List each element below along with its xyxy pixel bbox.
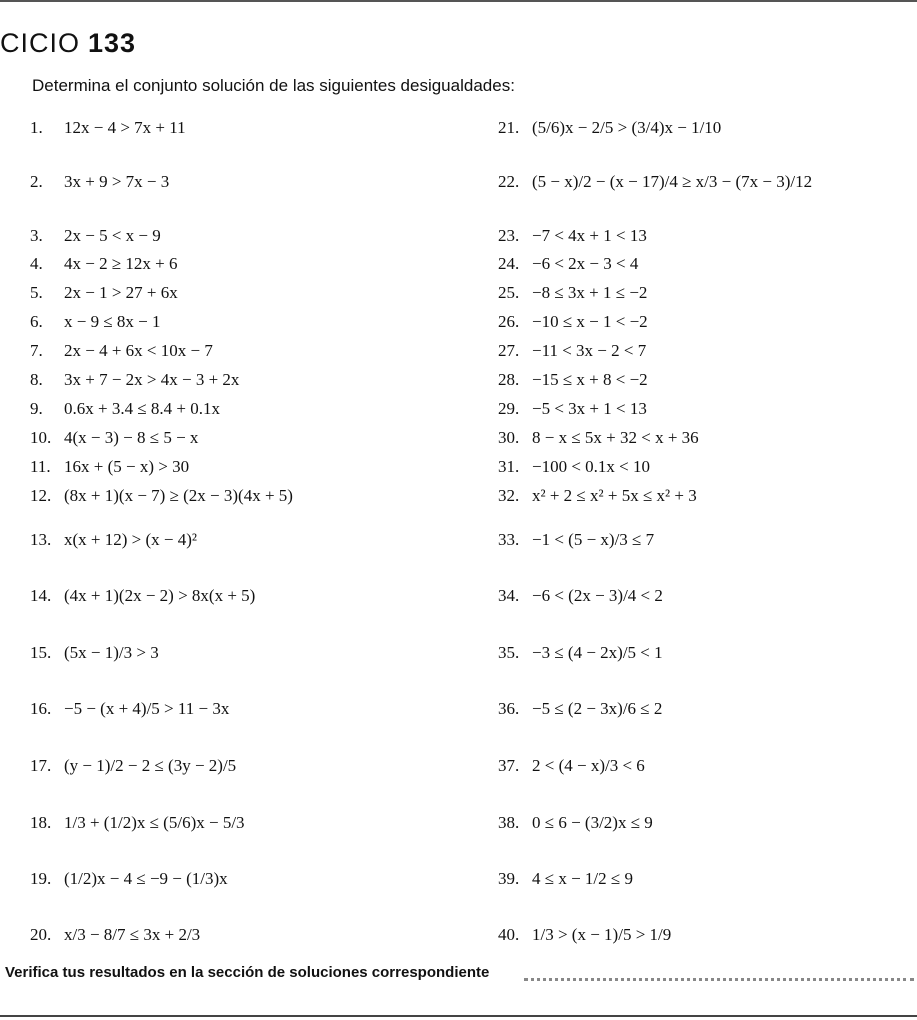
inequality-expression: 1/3 + (1/2)x ≤ (5/6)x − 5/3 [64,813,245,832]
exercise-number-label: 35. [498,643,520,662]
exercise-number-label: 9. [30,399,43,418]
exercise-item [498,399,647,419]
exercise-number-label: 20. [30,925,52,944]
inequality-expression: x² + 2 ≤ x² + 5x ≤ x² + 3 [532,486,697,505]
exercise-number-label: 30. [498,428,520,447]
exercise-number-label: 24. [498,254,520,273]
exercise-number-label: 11. [30,457,51,476]
exercise-number-label: 38. [498,813,520,832]
exercise-item [498,283,647,303]
exercise-item [30,925,200,945]
inequality-expression: 8 − x ≤ 5x + 32 < x + 36 [532,428,699,447]
exercise-number-label: 29. [498,399,520,418]
footer-note: Verifica tus resultados en la sección de soluciones correspondiente [5,964,490,981]
exercise-item [30,370,239,390]
exercise-item [30,399,220,419]
inequality-expression: 16x + (5 − x) > 30 [64,457,190,476]
exercise-number-label: 19. [30,869,52,888]
exercise-number-label: 36. [498,699,520,718]
exercise-item [30,756,236,776]
exercise-item [498,925,671,945]
exercise-item [30,283,178,303]
inequality-expression: 0 ≤ 6 − (3/2)x ≤ 9 [532,813,653,832]
exercise-number-label: 6. [30,312,43,331]
exercise-number-label: 25. [498,283,520,302]
exercise-item [498,172,812,192]
exercise-number-label: 22. [498,172,520,191]
inequality-expression: −15 ≤ x + 8 < −2 [532,370,648,389]
exercise-number-label: 3. [30,226,43,245]
inequality-expression: 0.6x + 3.4 ≤ 8.4 + 0.1x [64,399,221,418]
exercise-number-label: 27. [498,341,520,360]
inequality-expression: −7 < 4x + 1 < 13 [532,226,647,245]
inequality-expression: 4 ≤ x − 1/2 ≤ 9 [532,869,633,888]
exercise-number-label: 28. [498,370,520,389]
exercise-number-label: 10. [30,428,52,447]
exercise-number-label: 1. [30,118,43,137]
exercise-item [498,586,663,606]
exercise-item [498,370,648,390]
inequality-expression: 3x + 7 − 2x > 4x − 3 + 2x [64,370,240,389]
exercise-number-label: 23. [498,226,520,245]
inequality-expression: −8 ≤ 3x + 1 ≤ −2 [532,283,648,302]
exercise-number-label: 32. [498,486,520,505]
exercise-number-label: 18. [30,813,52,832]
exercise-item [498,869,633,889]
exercise-number-label: 31. [498,457,520,476]
exercise-number-label: 12. [30,486,52,505]
exercise-header [0,28,136,59]
exercise-number-label: 14. [30,586,52,605]
exercise-item [30,226,161,246]
inequality-expression: 1/3 > (x − 1)/5 > 1/9 [532,925,672,944]
inequality-expression: x − 9 ≤ 8x − 1 [64,312,161,331]
exercise-item [30,486,293,506]
exercise-item [30,457,189,477]
inequality-expression: 4(x − 3) − 8 ≤ 5 − x [64,428,199,447]
exercise-number-label: 2. [30,172,43,191]
exercise-number-label: 8. [30,370,43,389]
inequality-expression: (8x + 1)(x − 7) ≥ (2x − 3)(4x + 5) [64,486,293,505]
exercise-item [30,813,245,833]
exercise-item [498,226,647,246]
exercise-title: CICIO [0,28,81,58]
inequality-expression: (y − 1)/2 − 2 ≤ (3y − 2)/5 [64,756,237,775]
exercise-item [30,869,228,889]
exercise-number-label: 7. [30,341,43,360]
instructions: Determina el conjunto solución de las siguientes desigualdades: [32,76,515,95]
exercise-number-label: 40. [498,925,520,944]
inequality-expression: −1 < (5 − x)/3 ≤ 7 [532,530,655,549]
exercise-item [30,530,197,550]
inequality-expression: (5 − x)/2 − (x − 17)/4 ≥ x/3 − (7x − 3)/12 [532,172,813,191]
inequality-expression: −10 ≤ x − 1 < −2 [532,312,648,331]
exercise-number-label: 4. [30,254,43,273]
inequality-expression: 3x + 9 > 7x − 3 [64,172,170,191]
inequality-expression: (4x + 1)(2x − 2) > 8x(x + 5) [64,586,256,605]
inequality-expression: 2x − 5 < x − 9 [64,226,161,245]
inequality-expression: −5 < 3x + 1 < 13 [532,399,647,418]
exercise-number: 133 [88,28,137,58]
exercise-number-label: 17. [30,756,52,775]
exercise-item [498,813,653,833]
exercise-item [498,486,697,506]
inequality-expression: −3 ≤ (4 − 2x)/5 < 1 [532,643,663,662]
bottom-rule [0,1015,917,1017]
exercise-item [30,643,159,663]
exercise-number-label: 15. [30,643,52,662]
exercise-item [30,118,186,138]
exercise-item [498,118,721,138]
inequality-expression: (1/2)x − 4 ≤ −9 − (1/3)x [64,869,228,888]
exercise-number-label: 13. [30,530,52,549]
exercise-item [498,699,662,719]
exercise-item [498,254,638,274]
inequality-expression: −5 − (x + 4)/5 > 11 − 3x [64,699,230,718]
exercise-item [498,341,646,361]
inequality-expression: −100 < 0.1x < 10 [532,457,651,476]
inequality-expression: 12x − 4 > 7x + 11 [64,118,186,137]
exercise-number-label: 5. [30,283,43,302]
exercise-item [498,457,650,477]
exercise-number-label: 16. [30,699,52,718]
inequality-expression: 2x − 1 > 27 + 6x [64,283,178,302]
exercise-number-label: 21. [498,118,520,137]
exercise-item [30,428,198,448]
top-rule [0,0,917,2]
exercise-item [498,428,699,448]
inequality-expression: x(x + 12) > (x − 4)² [64,530,198,549]
inequality-expression: −11 < 3x − 2 < 7 [532,341,647,360]
inequality-expression: 4x − 2 ≥ 12x + 6 [64,254,178,273]
exercise-item [498,312,648,332]
inequality-expression: −5 ≤ (2 − 3x)/6 ≤ 2 [532,699,663,718]
exercise-item [498,643,663,663]
exercise-item [30,254,178,274]
inequality-expression: 2x − 4 + 6x < 10x − 7 [64,341,213,360]
inequality-expression: (5/6)x − 2/5 > (3/4)x − 1/10 [532,118,722,137]
exercise-item [30,341,213,361]
exercise-number-label: 37. [498,756,520,775]
exercise-number-label: 33. [498,530,520,549]
inequality-expression: −6 < 2x − 3 < 4 [532,254,639,273]
exercise-item [498,530,654,550]
exercise-item [30,699,229,719]
exercise-number-label: 34. [498,586,520,605]
exercise-number-label: 26. [498,312,520,331]
exercise-item [30,312,161,332]
inequality-expression: −6 < (2x − 3)/4 < 2 [532,586,663,605]
exercise-item [30,586,255,606]
inequality-expression: (5x − 1)/3 > 3 [64,643,159,662]
exercise-item [498,756,645,776]
inequality-expression: 2 < (4 − x)/3 < 6 [532,756,645,775]
exercise-number-label: 39. [498,869,520,888]
dotted-leader [524,978,914,981]
inequality-expression: x/3 − 8/7 ≤ 3x + 2/3 [64,925,201,944]
exercise-item [30,172,169,192]
